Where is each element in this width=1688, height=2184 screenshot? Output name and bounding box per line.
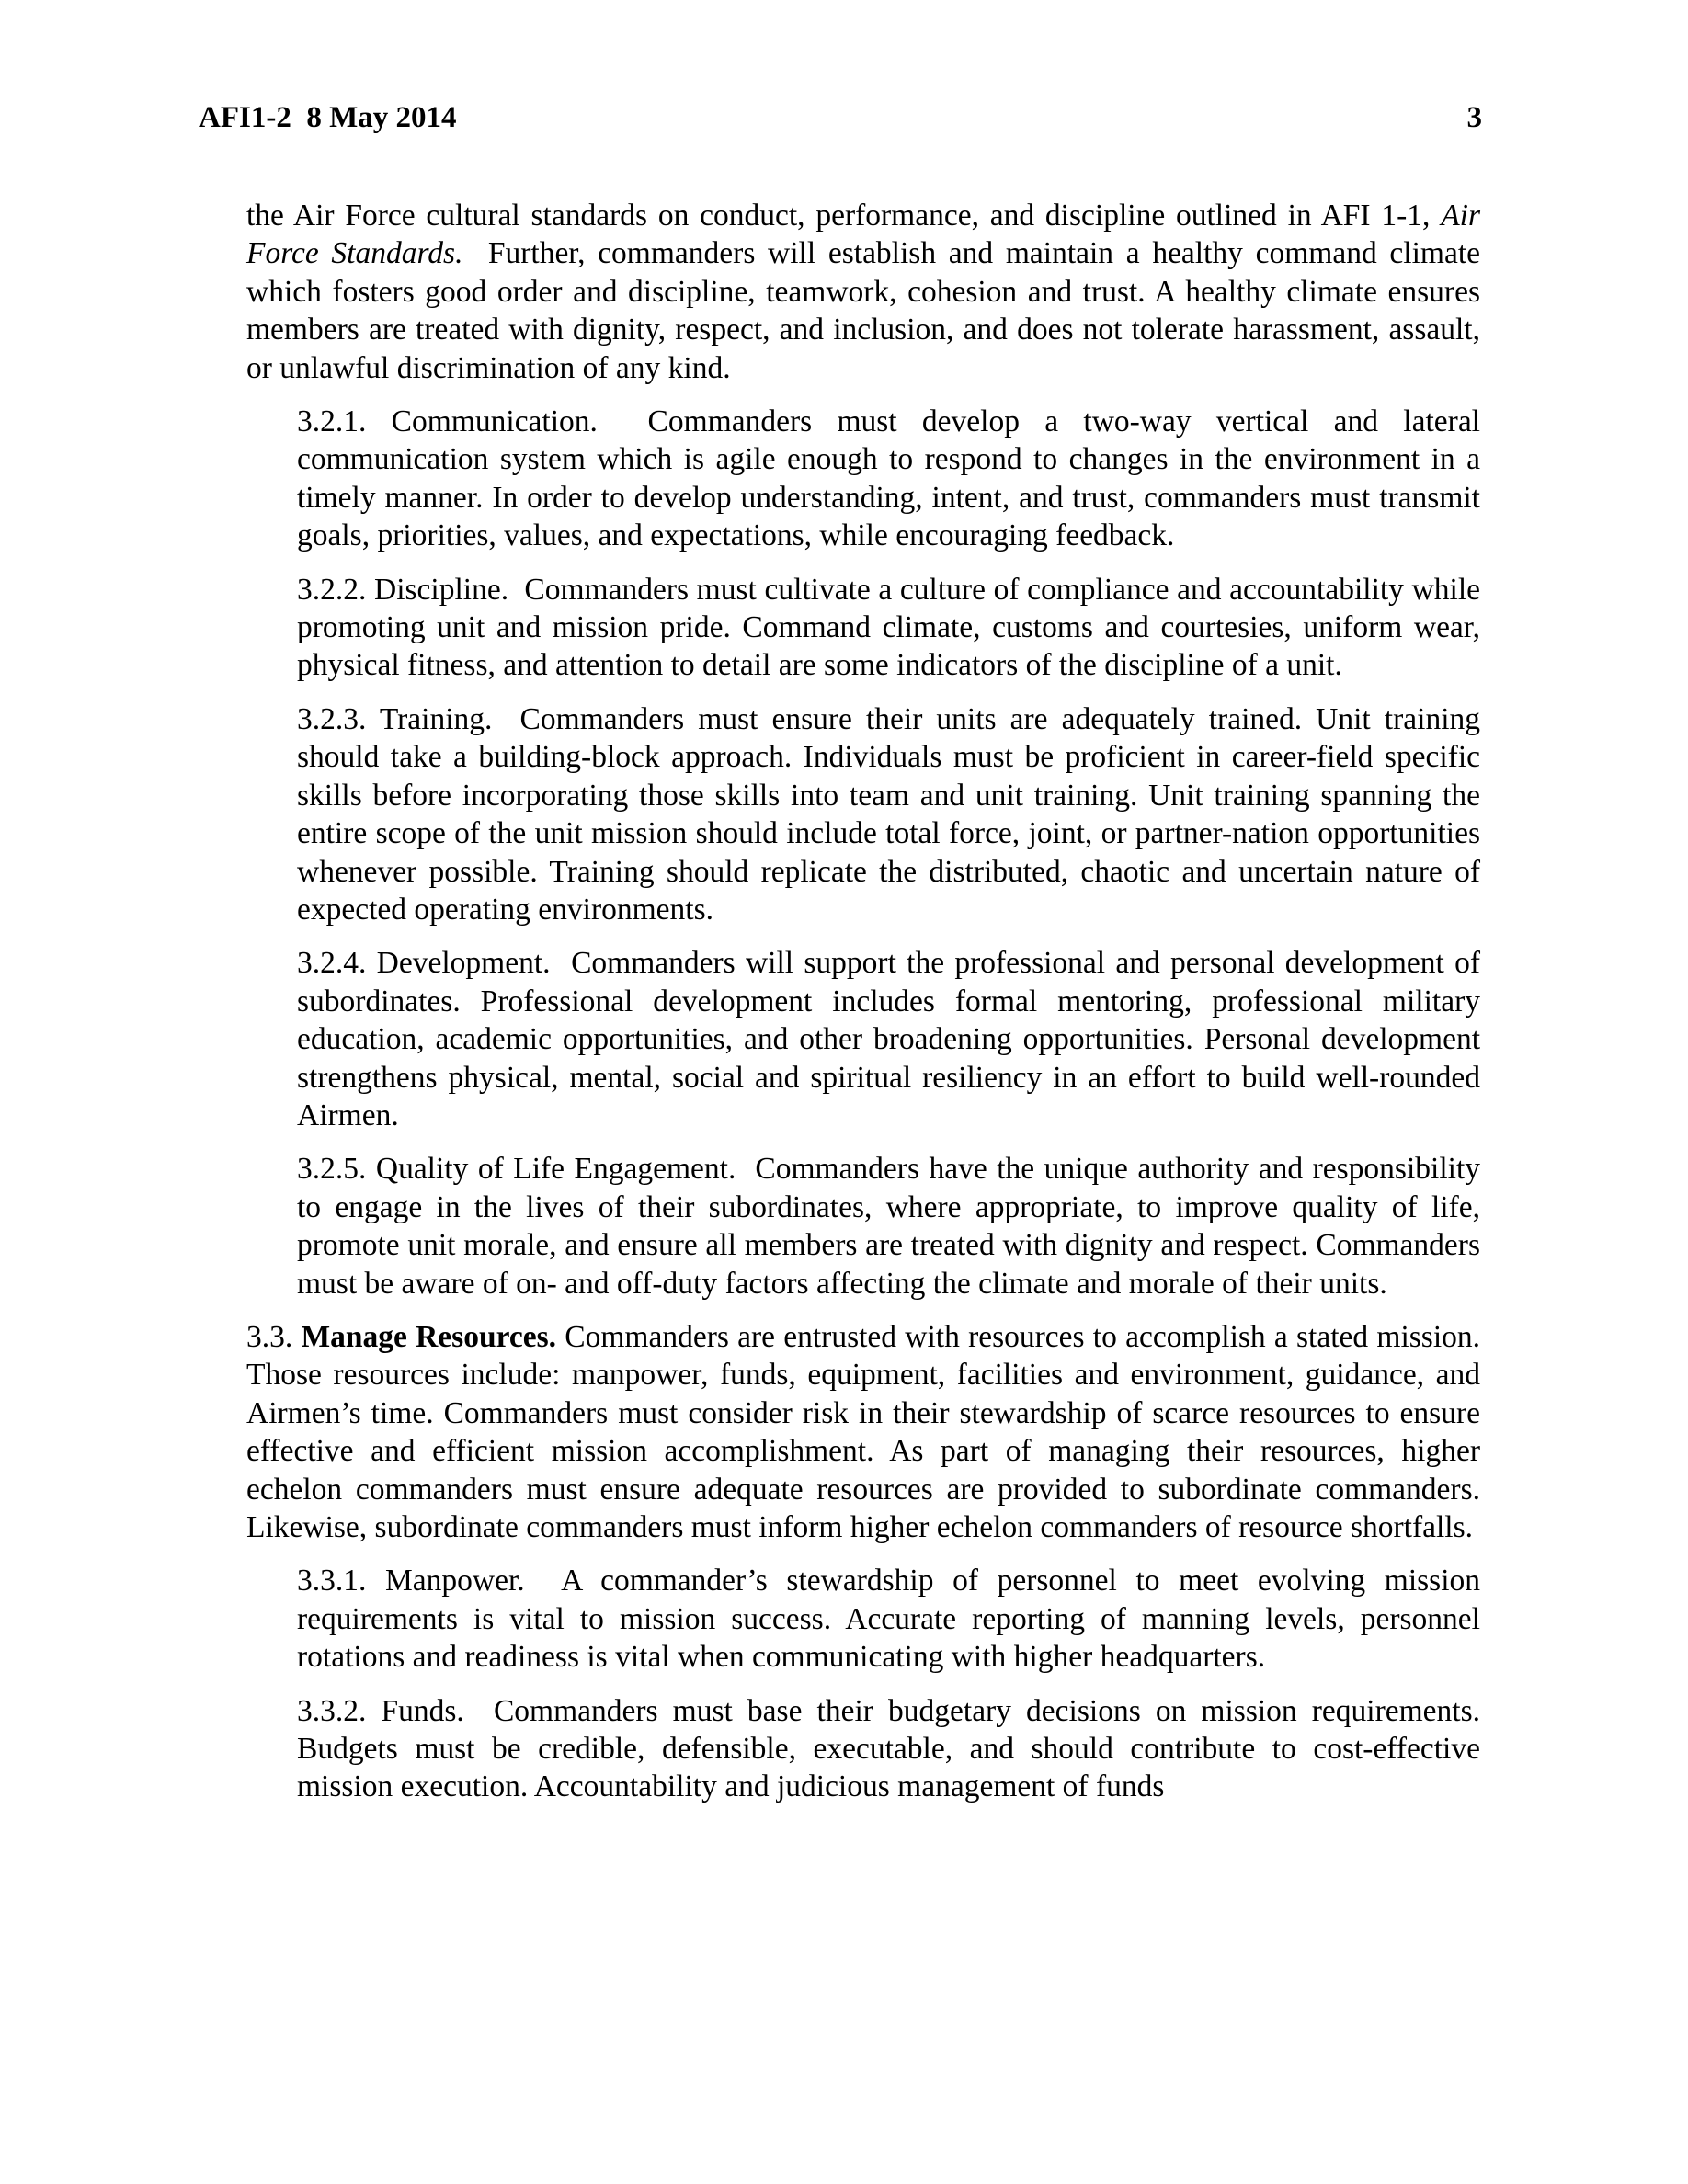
paragraph-3-2-5 (297, 1150, 1480, 1302)
intro-paragraph (246, 197, 1480, 387)
section-title: Funds. (381, 1693, 464, 1728)
section-title: Discipline. (374, 572, 509, 607)
section-text: Commanders must base their budgetary decisions on mission requirements. Budgets must be credible, defensible, executable, and should contribute to cost-effective mission execution. Accountability and judicious management of funds (297, 1693, 1480, 1804)
paragraph-3-2-3 (297, 700, 1480, 928)
section-number: 3.2.2. (297, 572, 367, 607)
section-number: 3.2.5. (297, 1152, 367, 1187)
paragraph-3-3-2 (297, 1692, 1480, 1806)
section-number: 3.3.1. (297, 1564, 367, 1598)
section-text: Commanders must cultivate a culture of compliance and accountability while promoting unit and mission pride. Command climate, customs and courtesies, uniform wear, physical fitness, and attention to detail are some indicators of the discipline of a unit. (297, 572, 1480, 683)
section-number: 3.2.4. (297, 946, 367, 981)
section-number: 3.3.2. (297, 1693, 367, 1728)
paragraph-3-2-1 (297, 403, 1480, 555)
section-number: 3.2.3. (297, 701, 367, 736)
document-id: AFI1-2 8 May 2014 (199, 101, 457, 134)
section-text: Commanders must ensure their units are adequately trained. Unit training should take a building-block approach. Individuals must be proficient in career-field specific skills before incorporating those skills into team and unit training. Unit training spanning the entire scope of the unit mission should include total force, joint, or partner-nation opportunities whenever possible. Training should replicate the distributed, chaotic and uncertain nature of expected operating environments. (297, 701, 1481, 927)
section-title: Development. (376, 946, 551, 981)
paragraph-3-3-1 (297, 1562, 1480, 1676)
section-title: Training. (379, 701, 493, 736)
italic-reference: Air Force Standards. (246, 199, 1480, 271)
paragraph-3-2-2 (297, 571, 1480, 685)
section-text: Commanders have the unique authority and responsibility to engage in the lives of their subordinates, where appropriate, to improve quality of life, promote unit morale, and ensure all members are treated with dignity and respect. Commanders must be aware of on- and off-duty factors affecting the climate and morale of their units. (297, 1152, 1481, 1301)
section-text: Commanders must develop a two-way vertical and lateral communication system which is agile enough to respond to changes in the environment in a timely manner. In order to develop understanding, intent, and trust, commanders must transmit goals, priorities, values, and expectations, while encouraging feedback. (297, 404, 1480, 553)
section-text: A commander’s stewardship of personnel to meet evolving mission requirements is vital to mission success. Accurate reporting of manning levels, personnel rotations and readiness is vital when communicating with higher headquarters. (297, 1564, 1481, 1675)
paragraph-3-2-4 (297, 944, 1480, 1134)
section-title: Communication. (391, 404, 598, 439)
intro-text-b: Further, commanders will establish and maintain a healthy command climate which fosters good order and discipline, teamwork, cohesion and trust. A healthy climate ensures members are treated with dignity, respect, and inclusion, and does not tolerate harassment, assault, or unlawful discrimination of any kind. (246, 236, 1480, 385)
intro-text-a: the Air Force cultural standards on conduct, performance, and discipline outlined in AFI 1-1, (246, 199, 1431, 233)
section-number: 3.2.1. (297, 404, 367, 439)
section-title: Manpower. (385, 1564, 525, 1598)
section-heading: Manage Resources. (301, 1319, 556, 1354)
section-text: Commanders are entrusted with resources to accomplish a stated mission. Those resources include: manpower, funds, equipment, facilities and environment, guidance, and Airmen’s time. Commanders must consider risk in their stewardship of scarce resources to ensure effective and efficient mission accomplishment. As part of managing their resources, higher echelon commanders must ensure adequate resources are provided to subordinate commanders. Likewise, subordinate commanders must inform higher echelon commanders of resource shortfalls. (246, 1319, 1481, 1544)
document-body (246, 197, 1480, 1822)
section-text: Commanders will support the professional and personal development of subordinates. Professional development includes formal mentoring, professional military education, academic opportunities, and other broadening opportunities. Personal development strengthens physical, mental, social and spiritual resiliency in an effort to build well-rounded Airmen. (297, 946, 1481, 1132)
section-number: 3.3. (246, 1319, 293, 1354)
paragraph-3-3 (246, 1318, 1480, 1546)
section-title: Quality of Life Engagement. (375, 1152, 736, 1187)
page-number: 3 (1466, 101, 1482, 134)
